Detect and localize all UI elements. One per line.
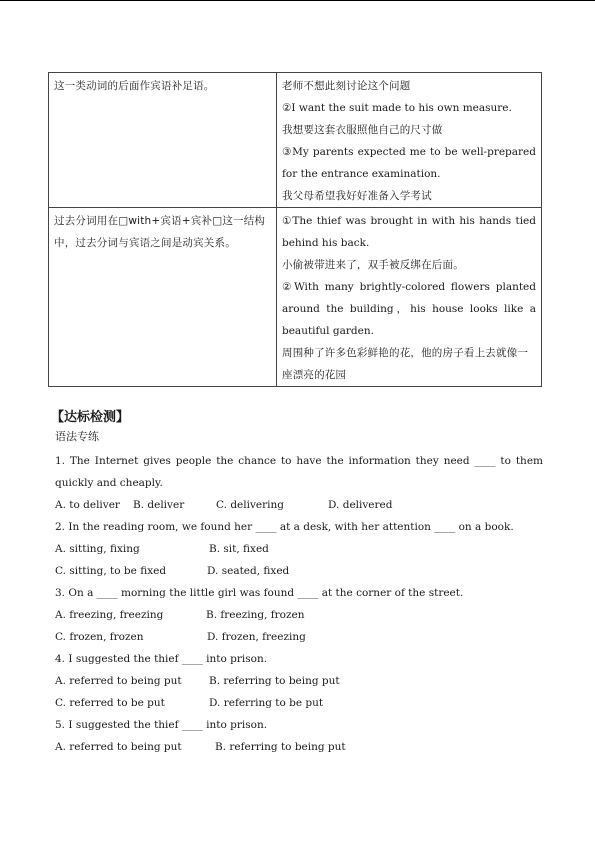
example-line: 老师不想此刻讨论这个问题 (282, 80, 411, 92)
rule-text: 过去分词用在□with+宾语+宾补□这一结构中，过去分词与宾语之间是动宾关系。 (54, 215, 266, 249)
options-row (55, 626, 543, 648)
section-title: 【达标检测】 (51, 410, 130, 425)
option-d: D. frozen, freezing (207, 631, 306, 643)
option-b: B. sit, fixed (209, 543, 269, 555)
exercise-list (55, 450, 543, 758)
example-line: ②I want the suit made to his own measure. (282, 102, 512, 114)
option-b: B. referring to being put (209, 675, 340, 687)
example-cell (277, 208, 542, 387)
table-row (49, 208, 542, 387)
option-c: C. referred to be put (55, 697, 165, 709)
option-d: D. delivered (328, 499, 393, 511)
options-row (55, 670, 543, 692)
example-line: ②With many brightly-colored flowers planted around the building，his house looks like a beautiful garden. (282, 281, 536, 337)
option-a: A. sitting, fixing (55, 543, 140, 555)
example-line: ③My parents expected me to be well-prepared for the entrance examination. (282, 146, 536, 180)
option-a: A. referred to being put (55, 675, 182, 687)
option-d: D. referring to be put (209, 697, 324, 709)
question-stem: 5. I suggested the thief ____ into prison. (55, 719, 268, 731)
question-item (55, 516, 543, 582)
options-row (55, 560, 543, 582)
question-item (55, 714, 543, 758)
example-line: ①The thief was brought in with his hands tied behind his back. (282, 215, 536, 249)
page-top-rule (0, 0, 595, 1)
example-line: 我父母希望我好好准备入学考试 (282, 190, 432, 202)
subheading: 语法专练 (55, 430, 99, 443)
question-item (55, 648, 543, 714)
question-item (55, 582, 543, 648)
rule-text: 这一类动词的后面作宾语补足语。 (54, 80, 215, 92)
option-a: A. referred to being put (55, 741, 182, 753)
option-b: B. referring to being put (215, 741, 346, 753)
option-a: A. to deliver (55, 499, 120, 511)
options-row (55, 692, 543, 714)
question-stem: 2. In the reading room, we found her ____ at a desk, with her attention ____ on a book. (55, 521, 514, 533)
question-stem: 1. The Internet gives people the chance to have the information they need ____ to them quickly and cheaply. (55, 455, 543, 489)
option-b: B. deliver (133, 499, 185, 511)
table-row (49, 73, 542, 208)
example-line: 我想要这套衣服照他自己的尺寸做 (282, 124, 443, 136)
option-c: C. sitting, to be fixed (55, 565, 167, 577)
options-row (55, 538, 543, 560)
option-d: D. seated, fixed (207, 565, 290, 577)
question-stem: 3. On a ____ morning the little girl was found ____ at the corner of the street. (55, 587, 464, 599)
example-line: 小偷被带进来了，双手被反绑在后面。 (282, 259, 464, 271)
rule-cell (49, 73, 277, 208)
example-cell (277, 73, 542, 208)
options-row (55, 494, 543, 516)
grammar-table (48, 72, 542, 387)
rule-cell (49, 208, 277, 387)
example-line: 周围种了许多色彩鲜艳的花，他的房子看上去就像一座漂亮的花园 (282, 347, 529, 381)
question-stem: 4. I suggested the thief ____ into prison. (55, 653, 268, 665)
option-b: B. freezing, frozen (206, 609, 305, 621)
options-row (55, 736, 543, 758)
option-c: C. frozen, frozen (55, 631, 144, 643)
option-a: A. freezing, freezing (55, 609, 164, 621)
option-c: C. delivering (216, 499, 284, 511)
question-item (55, 450, 543, 516)
options-row (55, 604, 543, 626)
